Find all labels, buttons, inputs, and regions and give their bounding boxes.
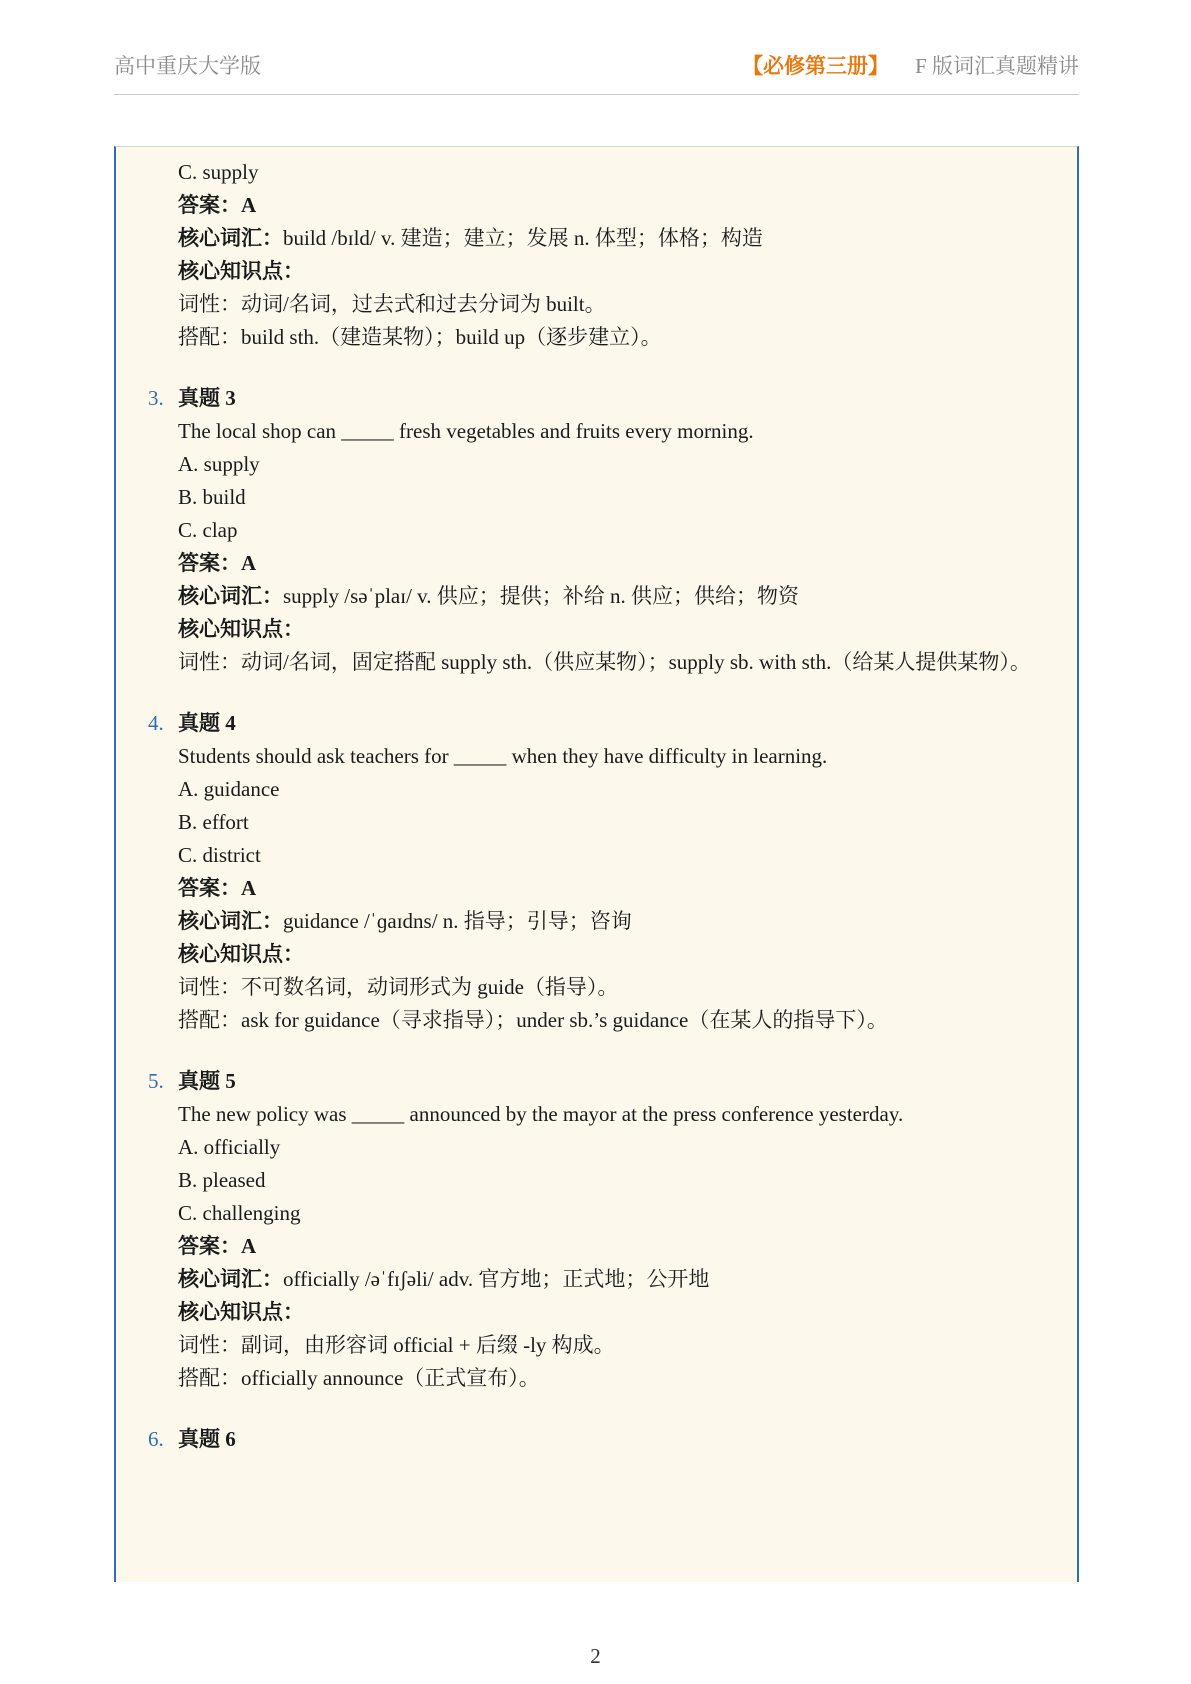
- question-title-num: 3: [225, 386, 236, 410]
- note-line: 搭配：officially announce（正式宣布）。: [178, 1366, 540, 1390]
- answer-value: A: [241, 876, 257, 900]
- note-line: 词性：副词，由形容词 official + 后缀 -ly 构成。: [178, 1333, 615, 1357]
- answer-label: 答案：: [178, 1234, 241, 1258]
- answer-value: A: [241, 193, 257, 217]
- header-book-title: 【必修第三册】: [742, 54, 890, 78]
- vocab-text: supply /səˈplaɪ/ v. 供应；提供；补给 n. 供应；供给；物资: [283, 584, 800, 608]
- question-stem: The new policy was _____ announced by the mayor at the press conference yesterday.: [178, 1102, 904, 1126]
- vocab-text: officially /əˈfɪʃəli/ adv. 官方地；正式地；公开地: [283, 1267, 710, 1291]
- vocab-line: [178, 904, 632, 938]
- header-right: [742, 50, 1079, 80]
- question-number: 4.: [148, 711, 164, 735]
- option-a: A. officially: [178, 1135, 281, 1159]
- option-c: C. clap: [178, 518, 238, 542]
- answer-line: [178, 871, 256, 905]
- vocab-label: 核心词汇：: [178, 1267, 283, 1291]
- question-number: 6.: [148, 1427, 164, 1451]
- points-label: 核心知识点：: [178, 617, 304, 641]
- header-left-title: 高中重庆大学版: [114, 54, 261, 78]
- question-title-num: 4: [225, 711, 236, 735]
- vocab-line: [178, 1262, 709, 1296]
- vocab-label: 核心词汇：: [178, 584, 283, 608]
- note-line: 词性：不可数名词，动词形式为 guide（指导）。: [178, 975, 619, 999]
- question-stem: Students should ask teachers for _____ when they have difficulty in learning.: [178, 744, 828, 768]
- question-title-label: 真题: [178, 1069, 220, 1093]
- note-line: 词性：动词/名词，固定搭配 supply sth.（供应某物）；supply sb. with sth.（给某人提供某物）。: [178, 650, 1031, 674]
- page-header: [114, 44, 1079, 84]
- answer-line: [178, 546, 256, 580]
- question-title-label: 真题: [178, 386, 220, 410]
- option-c: C. supply: [178, 160, 259, 184]
- option-c: C. district: [178, 843, 261, 867]
- option-a: A. supply: [178, 452, 260, 476]
- question-title: [178, 706, 236, 740]
- page-number: 2: [590, 1644, 601, 1668]
- question-title: [178, 1422, 236, 1456]
- points-label: 核心知识点：: [178, 942, 304, 966]
- answer-label: 答案：: [178, 193, 241, 217]
- option-a: A. guidance: [178, 777, 280, 801]
- vocab-line: [178, 221, 763, 255]
- header-divider: [114, 94, 1079, 95]
- header-right-title: F 版词汇真题精讲: [915, 54, 1079, 78]
- option-b: B. build: [178, 485, 246, 509]
- points-label: 核心知识点：: [178, 259, 304, 283]
- vocab-text: guidance /ˈɡaɪdns/ n. 指导；引导；咨询: [283, 909, 632, 933]
- option-c: C. challenging: [178, 1201, 301, 1225]
- vocab-label: 核心词汇：: [178, 909, 283, 933]
- question-number: 5.: [148, 1069, 164, 1093]
- question-title-label: 真题: [178, 711, 220, 735]
- points-label: 核心知识点：: [178, 1300, 304, 1324]
- note-line: 搭配：ask for guidance（寻求指导）；under sb.’s guidance（在某人的指导下）。: [178, 1008, 888, 1032]
- note-line: 词性：动词/名词，过去式和过去分词为 built。: [178, 292, 606, 316]
- vocab-label: 核心词汇：: [178, 226, 283, 250]
- content-panel: [114, 146, 1079, 1582]
- answer-line: [178, 1229, 256, 1263]
- question-title-num: 6: [225, 1427, 236, 1451]
- option-b: B. pleased: [178, 1168, 266, 1192]
- answer-label: 答案：: [178, 876, 241, 900]
- answer-value: A: [241, 551, 257, 575]
- answer-line: [178, 188, 256, 222]
- question-title-num: 5: [225, 1069, 236, 1093]
- answer-label: 答案：: [178, 551, 241, 575]
- vocab-line: [178, 579, 799, 613]
- option-b: B. effort: [178, 810, 249, 834]
- question-stem: The local shop can _____ fresh vegetables and fruits every morning.: [178, 419, 754, 443]
- note-line: 搭配：build sth.（建造某物）；build up（逐步建立）。: [178, 325, 662, 349]
- question-title-label: 真题: [178, 1427, 220, 1451]
- vocab-text: build /bɪld/ v. 建造；建立；发展 n. 体型；体格；构造: [283, 226, 763, 250]
- question-number: 3.: [148, 386, 164, 410]
- question-title: [178, 1064, 236, 1098]
- answer-value: A: [241, 1234, 257, 1258]
- question-title: [178, 381, 236, 415]
